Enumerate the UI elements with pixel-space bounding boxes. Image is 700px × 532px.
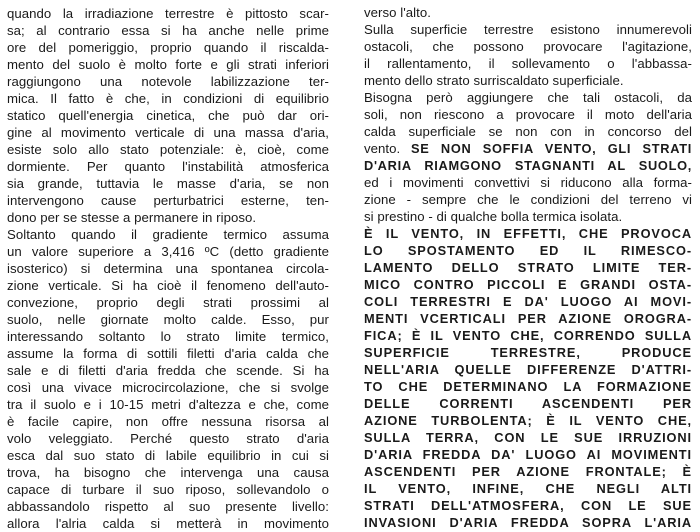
right-caps-paragraph [364,225,692,531]
text-line: D'ARIA FREDDA DA' LUOGO AI MOVIMENTI [364,447,692,462]
text-line: isosterico) si determina una spontanea circola- [7,261,329,276]
text-line: LAMENTO DELLO STRATO LIMITE TER- [364,260,692,275]
text-line: NELL'ARIA QUELLE DIFFERENZE D'ATTRI- [364,362,692,377]
wind-sentence-line-5: si prestino - di qualche bolla termica isolata. [364,209,623,224]
text-line: DELLE CORRENTI ASCENDENTI PER [364,396,692,411]
text-line: SUPERFICIE TERRESTRE, PRODUCE [364,345,692,360]
left-text-column [7,4,329,531]
text-line: LO SPOSTAMENTO ED IL RIMESCO- [364,243,692,258]
text-line: zione verticale. Si ha cioè il fenomeno dell'auto- [7,278,329,293]
text-line: MENTI VCERTICALI PER AZIONE OROGRA- [364,311,692,326]
text-line: un valore superiore a 3,416 ºC (detto gradiente [7,244,329,259]
wind-sentence [364,140,692,225]
text-line: trova, ha bisogno che intervenga una causa [7,465,329,480]
text-line: allora l'alria calda si metterà in movimento [7,516,329,531]
text-line: Soltanto quando il gradiente termico assuma [7,227,329,242]
text-line: così una vivace microcircolazione, che si svolge [7,380,329,395]
text-line: sia grande, tuttavia le masse d'aria, se non [7,176,329,191]
text-line: soli, non riescono a provocare il moto dell'aria [364,107,692,122]
text-line: intervengono cause perturbatrici esterne, ten- [7,193,329,208]
text-line: TO CHE DETERMINANO LA FORMAZIONE [364,379,692,394]
text-line: convezione, proprio degli strati prossimi al [7,295,329,310]
right-plain-paragraphs [364,4,692,140]
text-line: Bisogna però aggiungere che tali ostacoli, da [364,90,692,105]
text-line: IL VENTO, INFINE, CHE NEGLI ALTI [364,481,692,496]
text-line: assume la forma di sottili filetti d'aria calda che [7,346,329,361]
wind-sentence-line-2: D'ARIA RIAMGONO STAGNANTI AL SUOLO, [364,158,692,173]
text-line: raggiungono una notevole labilizzazione ter- [7,74,329,89]
wind-sentence-line-4: zione - sempre che le condizioni del terreno vi [364,192,692,207]
text-line: quando la irradiazione terrestre è pittosto scar- [7,6,329,21]
text-line: mento del suolo è molto forte e gli strati inferiori [7,57,329,72]
text-line: AZIONE TURBOLENTA; È IL VENTO CHE, [364,413,692,428]
text-line: ASCENDENTI PER AZIONE FRONTALE; È [364,464,692,479]
text-line: esca dal suo stato di labile equilibrio in cui si [7,448,329,463]
text-line: sale e di filetti d'aria fredda che scende. Si ha [7,363,329,378]
text-line: suolo, nelle giornate molto calde. Esso, pur [7,312,329,327]
text-line: STRATI DELL'ATMOSFERA, CON LE SUE [364,498,692,513]
text-line: ostacoli, che possono provocare l'agitazione, [364,39,692,54]
text-line: dono per se stesse a permanere in riposo. [7,210,257,225]
text-line: Sulla superficie terrestre esistono innumerevoli [364,22,692,37]
text-line: ore del pomeriggio, proprio quando il riscalda- [7,40,329,55]
text-line: SULLA TERRA, CON LE SUE IRRUZIONI [364,430,692,445]
text-line: gine al movimento verticale di una massa d'aria, [7,125,329,140]
text-line: esiste solo allo stato potenziale: è, cioè, come [7,142,329,157]
wind-sentence-line-3: ed i movimenti convettivi si riducono alla forma- [364,175,692,190]
text-line: INVASIONI D'ARIA FREDDA SOPRA L'ARIA [364,515,692,530]
text-line: calda superficiale se non con in concorso del [364,124,692,139]
text-line: è facile capire, non offre nessuna risorsa al [7,414,329,429]
text-line: statico quell'energia cinetica, che può dar ori- [7,108,329,123]
text-line: tra il suolo e i 10-15 metri d'altezza e che, come [7,397,329,412]
text-line: dormiente. Per quanto l'instabilità atmosferica [7,159,329,174]
text-line: È IL VENTO, IN EFFETTI, CHE PROVOCA [364,226,692,241]
text-line: COLI TERRESTRI E DA' LUOGO AI MOVI- [364,294,692,309]
wind-sentence-line-1 [364,140,692,157]
text-line: sa; al contrario essa si ha anche nelle prime [7,23,329,38]
right-text-column [364,4,692,530]
text-line: MICO CONTRO PICCOLI E GRANDI OSTA- [364,277,692,292]
text-line: il rallentamento, il sollevamento o l'abbassa- [364,56,692,71]
text-line: verso l'alto. [364,5,431,20]
text-line: mento dello strato surriscaldato superficiale. [364,73,624,88]
wind-prefix: vento. [364,141,412,156]
text-line: capace di turbare il suo riposo, sollevandolo o [7,482,329,497]
text-line: volo veleggiato. Perché questo strato d'aria [7,431,329,446]
text-line: abbassandolo rispetto al suo presente livello: [7,499,329,514]
wind-bold-a: SE NON SOFFIA VENTO, GLI STRATI [411,141,692,156]
text-line: mica. Il fatto è che, in condizioni di equilibrio [7,91,329,106]
text-line: FICA; È IL VENTO CHE, CORRENDO SULLA [364,328,692,343]
text-line: interessando soltanto lo strato limite termico, [7,329,329,344]
